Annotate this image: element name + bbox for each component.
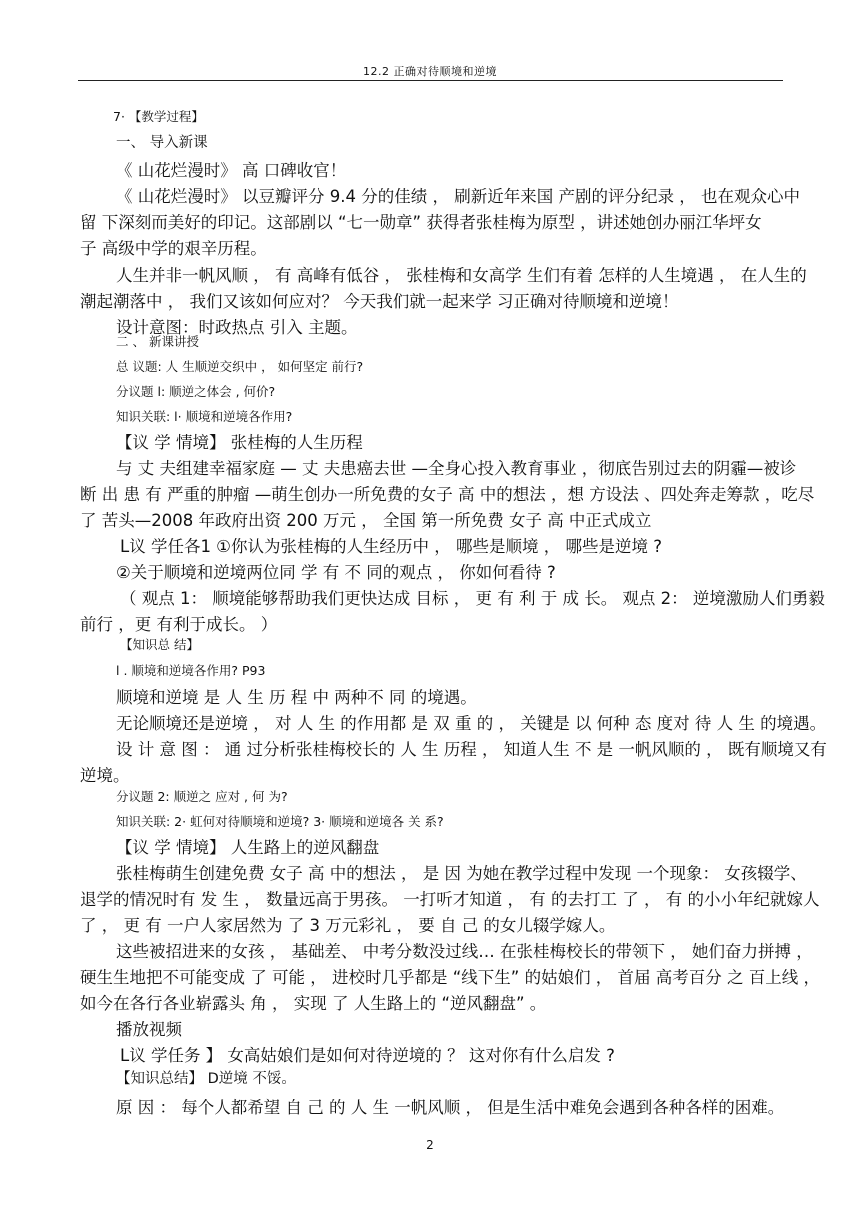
- text-line: 分议题 l: 顺逆之体会 , 何价?: [116, 384, 276, 399]
- text-line: 知识关联: 2· 虹何对待顺境和逆境? 3· 顺境和逆境各 关 系?: [116, 814, 444, 829]
- text-line: 一、 导入新课: [116, 135, 208, 151]
- running-header: 12.2 正确对待顺境和逆境: [363, 65, 497, 78]
- text-line: 二 、 新课讲授: [116, 334, 199, 349]
- text-line: 留 下深刻而美好的印记。这部剧以 “七一勋章” 获得者张桂梅为原型 ，讲述她创办丽江华坪女: [80, 213, 762, 232]
- text-line: 顺境和逆境 是 人 生 历 程 中 两种不 同 的境遇。: [116, 688, 477, 707]
- text-line: 【议 学 情境】 人生路上的逆风翻盘: [116, 838, 380, 857]
- text-line: 了 苦头—2008 年政府出资 200 万元 ， 全国 第一所免费 女子 高 中正式成立: [80, 511, 652, 530]
- text-line: ②关于顺境和逆境两位同 学 有 不 同的观点 ， 你如何看待 ?: [116, 563, 556, 582]
- text-line: 潮起潮落中 ， 我们又该如何应对？ 今天我们就一起来学 习正确对待顺境和逆境！: [80, 292, 679, 311]
- text-line: 逆境。: [80, 766, 130, 785]
- text-line: 分议题 2: 顺逆之 应对 , 何 为?: [116, 789, 288, 804]
- text-line: L议 学任各1 ①你认为张桂梅的人生经历中 ， 哪些是顺境 ， 哪些是逆境 ?: [120, 537, 662, 556]
- text-line: 张桂梅萌生创建免费 女子 高 中的想法 ， 是 因 为她在教学过程中发现 一个现象： 女孩辍学、: [116, 864, 807, 883]
- text-line: 《 山花烂漫时》 高 口碑收官！: [116, 161, 347, 180]
- text-line: 总 议题: 人 生顺逆交织中 ， 如何坚定 前行?: [116, 359, 364, 374]
- text-line: 人生并非一帆风顺 ， 有 高峰有低谷 ， 张桂梅和女高学 生们有着 怎样的人生境遇 ， 在人生的: [116, 266, 807, 285]
- text-line: 7· 【教学过程】: [113, 109, 204, 124]
- text-line: 设 计 意 图 ： 通 过分析张桂梅校长的 人 生 历程 ， 知道人生 不 是 一帆风顺的 ， 既有顺境又有: [116, 740, 827, 759]
- text-line: 无论顺境还是逆境 ， 对 人 生 的作用都 是 双 重 的 ， 关键是 以 何种 态 度对 待 人 生 的境遇。: [116, 714, 827, 733]
- text-line: 与 丈 夫组建幸福家庭 — 丈 夫患癌去世 —全身心投入教育事业 ，彻底告别过去的阴霾—被诊: [116, 459, 797, 478]
- text-line: 原 因 ： 每个人都希望 自 己 的 人 生 一帆风顺 ， 但是生活中难免会遇到各种各样的困难。: [116, 1098, 785, 1117]
- text-line: （ 观点 1： 顺境能够帮助我们更快达成 目标 ， 更 有 利 于 成 长。 观点 2： 逆境激励人们勇毅: [120, 589, 825, 608]
- text-line: 如今在各行各业崭露头 角 ， 实现 了 人生路上的 “逆风翻盘” 。: [80, 994, 547, 1013]
- page-number: 2: [426, 1138, 434, 1152]
- text-line: 【议 学 情境】 张桂梅的人生历程: [116, 433, 363, 452]
- text-line: 设计意图：时政热点 引入 主题。: [116, 318, 358, 337]
- text-line: l . 顺境和逆境各作用? P93: [116, 663, 266, 678]
- text-line: 硬生生地把不可能变成 了 可能 ， 进校时几乎都是 “线下生” 的姑娘们 ， 首届 高考百分 之 百上线 ，: [80, 968, 821, 987]
- text-line: 播放视频: [116, 1020, 182, 1039]
- text-line: 前行 ，更 有利于成长。 ）: [80, 615, 278, 634]
- text-line: 这些被招进来的女孩 ， 基础差、 中考分数没过线… 在张桂梅校长的带领下 ， 她们奋力拼搏 ，: [116, 942, 813, 961]
- text-line: 【知识总结】 D逆境 不馁。: [116, 1071, 296, 1087]
- text-line: 了 ， 更 有 一户人家居然为 了 3 万元彩礼 ， 要 自 己 的女儿辍学嫁人。: [80, 916, 616, 935]
- text-line: 《 山花烂漫时》 以豆瓣评分 9.4 分的佳绩 ， 刷新近年来国 产剧的评分纪录 ， 也在观众心中: [116, 187, 800, 206]
- text-line: 子 高级中学的艰辛历程。: [80, 239, 267, 258]
- text-line: L议 学任务 】 女高姑娘们是如何对待逆境的 ？ 这对你有什么启发 ?: [120, 1046, 615, 1065]
- text-line: 断 出 患 有 严重的肿瘤 —萌生创办一所免费的女子 高 中的想法 ，想 方设法 、四处奔走筹款 ，吃尽: [80, 485, 815, 504]
- text-line: 知识关联: l· 顺境和逆境各作用?: [116, 409, 293, 424]
- header-rule: [78, 80, 783, 81]
- text-line: 【知识总 结】: [120, 637, 199, 652]
- text-line: 退学的情况时有 发 生 ， 数量远高于男孩。 一打听才知道 ， 有 的去打工 了 ， 有 的小小年纪就嫁人: [80, 890, 820, 909]
